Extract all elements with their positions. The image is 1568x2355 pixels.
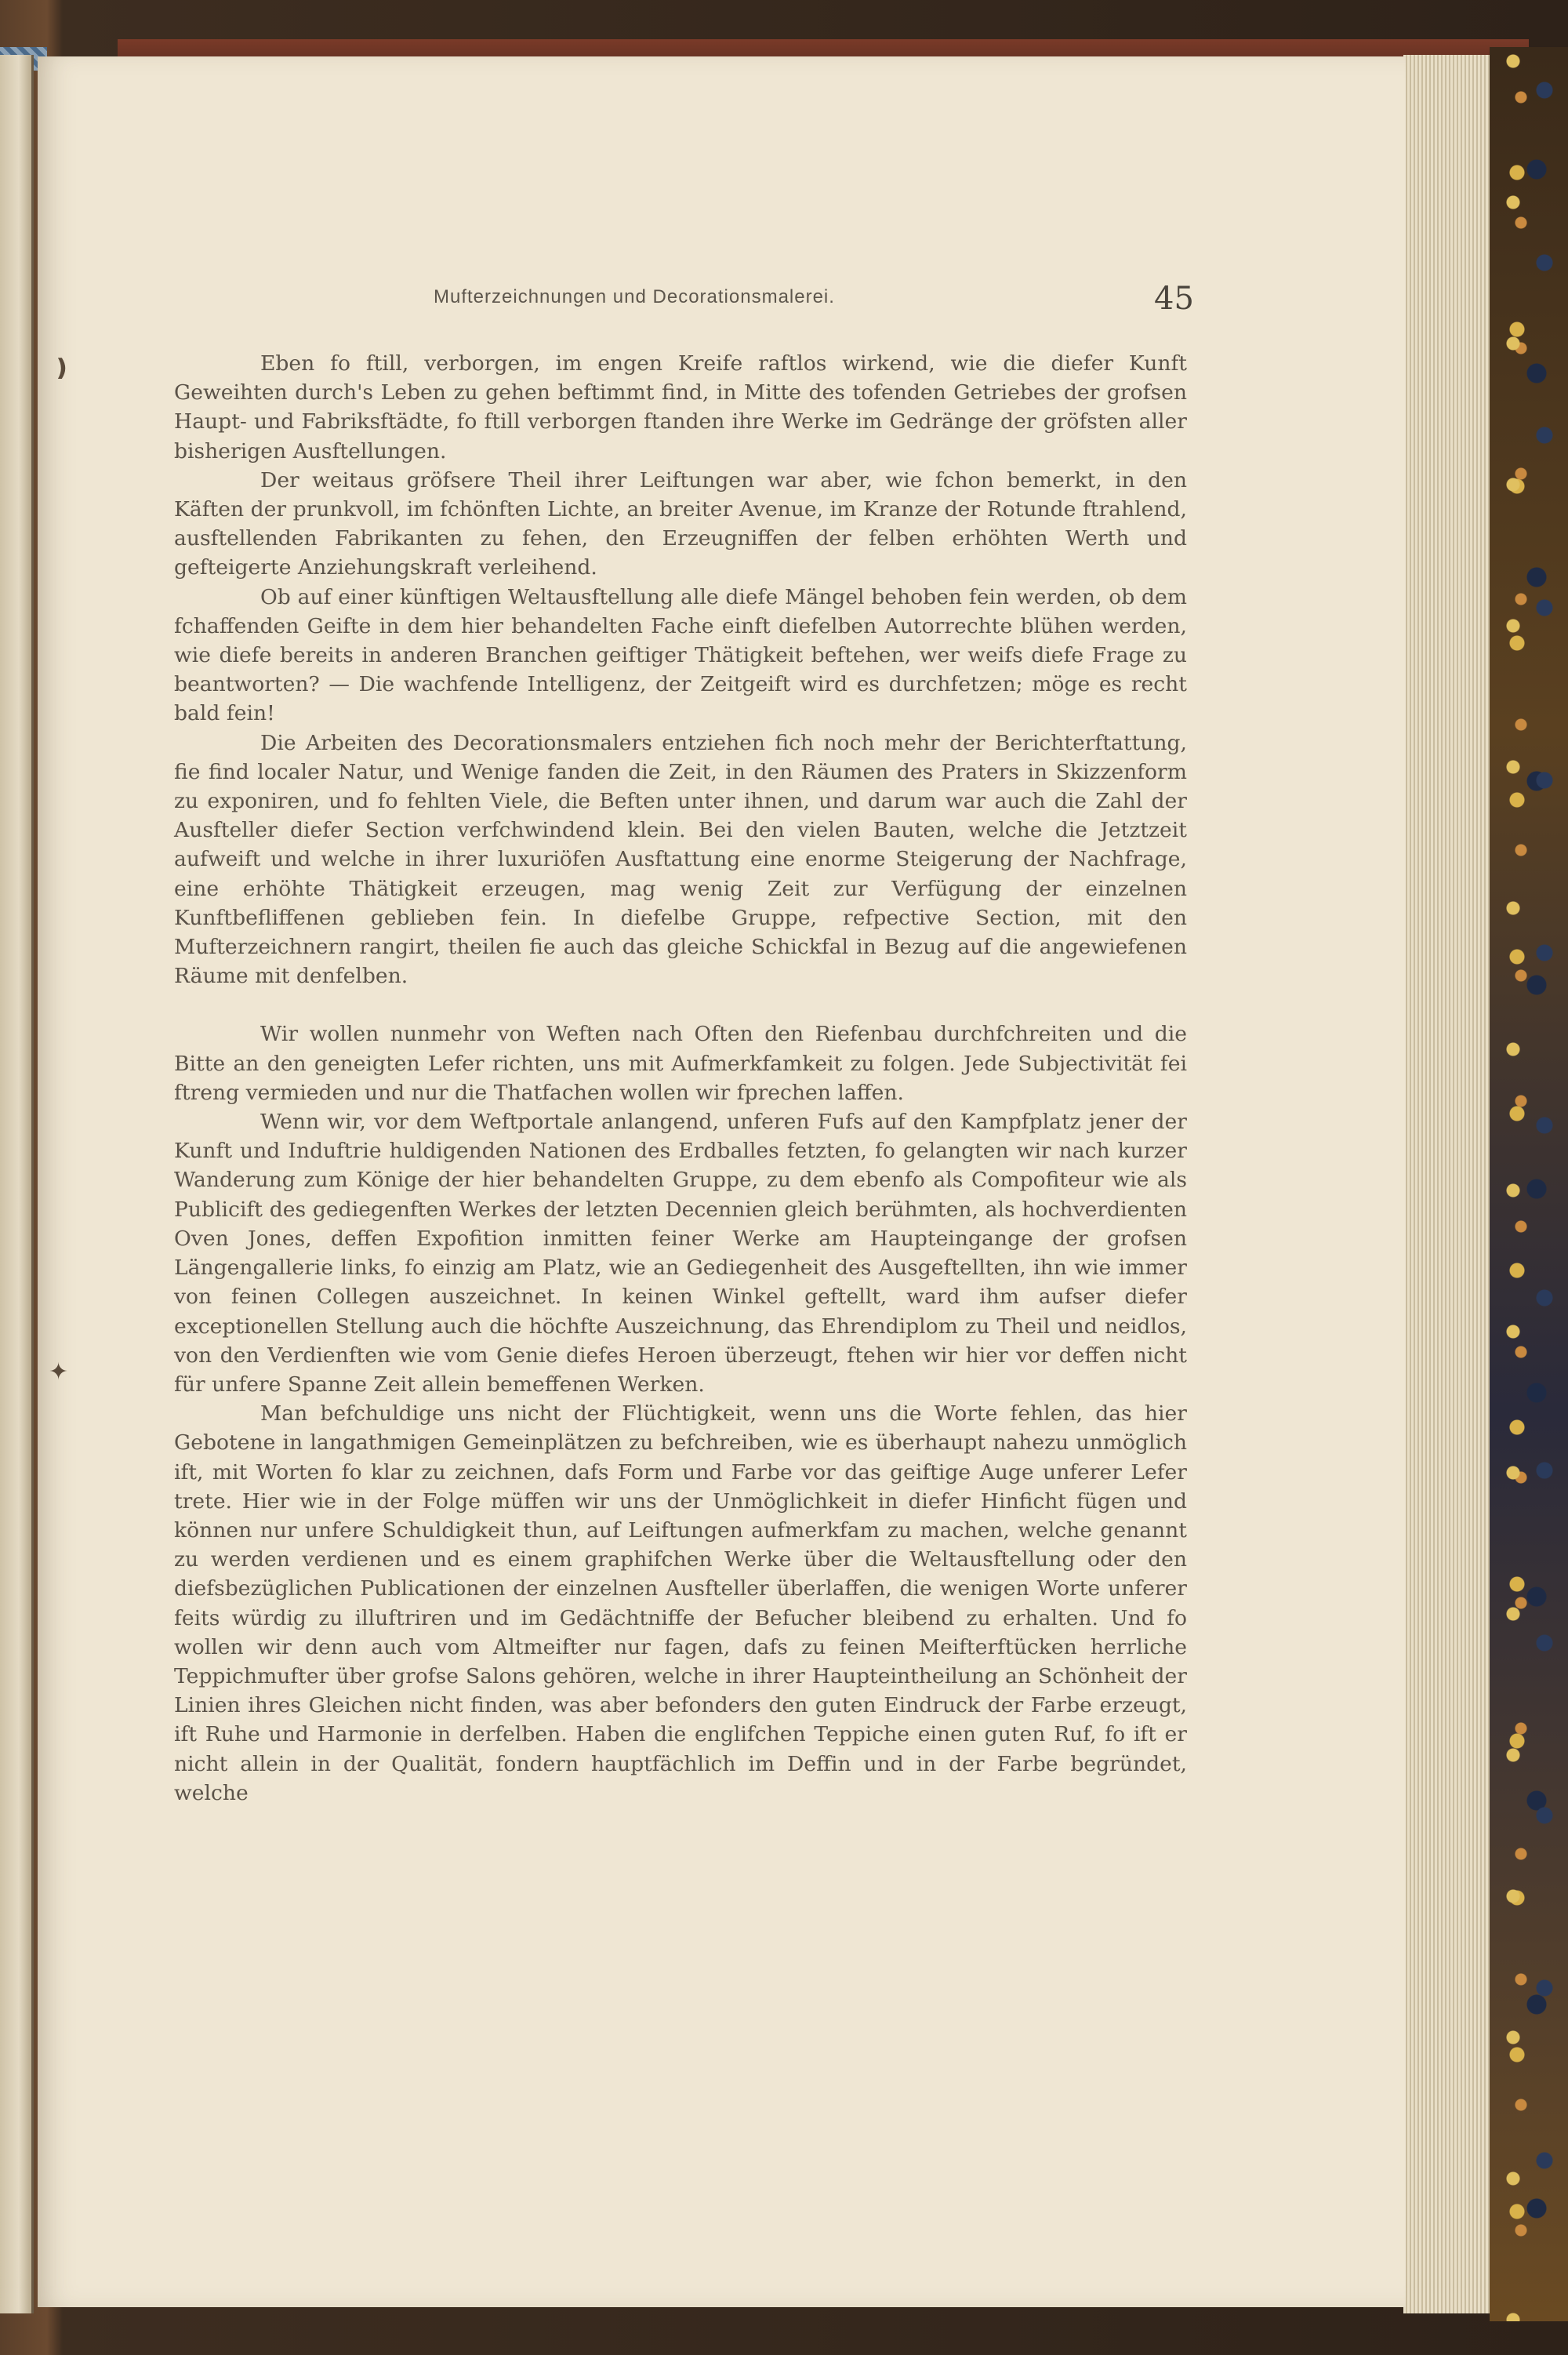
binding-mark-icon: ❫: [52, 354, 72, 382]
paragraph: Die Arbeiten des Decorationsmalers entziehen fich noch mehr der Berichterftattung, fie find localer Natur, und Wenige fanden die Zeit, in den Räumen des Praters in Skizzenform zu exponiren, und fo fehlten Viele, die Beften unter ihnen, und darum war auch die Zahl der Ausfteller diefer Section verfchwindend klein. Bei den vielen Bauten, welche die Jetztzeit aufweift und welche in ihrer luxuriöfen Ausftattung eine enorme Steigerung der Nachfrage, eine erhöhte Thätigkeit erzeugen, mag wenig Zeit zur Verfügung der einzelnen Kunftbefliffenen geblieben fein. In diefelbe Gruppe, refpective Section, mit den Mufterzeichnern rangirt, theilen fie auch das gleiche Schickfal in Bezug auf die angewiefenen Räume mit denfelben.: [174, 730, 1187, 989]
facing-page-edge: [0, 55, 34, 2313]
paragraph: Eben fo ftill, verborgen, im engen Kreife raftlos wirkend, wie die diefer Kunft Geweihten durch's Leben zu gehen beftimmt find, in Mitte des tofenden Getriebes der grofsen Haupt- und Fabriksftädte, fo ftill verborgen ftanden ihre Werke im Gedränge der gröfsten aller bisherigen Ausftellungen.: [174, 351, 1187, 463]
paragraph: Man befchuldige uns nicht der Flüchtigkeit, wenn uns die Worte fehlen, das hier Gebotene in langathmigen Gemeinplätzen zu befchreiben, wie es überhaupt nahezu unmöglich ift, mit Worten fo klar zu zeichnen, dafs Form und Farbe vor das geiftige Auge unferer Lefer trete. Hier wie in der Folge müffen wir uns der Unmöglichkeit in diefer Hinficht fügen und können nur unfere Schuldigkeit thun, auf Leiftungen aufmerkfam zu machen, welche genannt zu werden verdienen und es einem graphifchen Werke über die Weltausftellung oder den diefsbezüglichen Publicationen der einzelnen Ausfteller überlaffen, die wenigen Worte unferer feits würdig zu illuftriren und im Gedächtniffe der Befucher bleibend zu erhalten. Und fo wollen wir denn auch vom Altmeifter nur fagen, dafs zu feinen Meifterftücken herrliche Teppichmufter über grofse Salons gehören, welche in ihrer Haupteintheilung an Schönheit der Linien ihres Gleichen nicht finden, was aber befonders den guten Eindruck der Farbe erzeugt, ift Ruhe und Harmonie in derfelben. Haben die englifchen Teppiche einen guten Ruf, fo ift er nicht allein in der Qualität, fondern hauptfächlich im Deffin und in der Farbe begründet, welche: [174, 1401, 1187, 1805]
paragraph: Der weitaus gröfsere Theil ihrer Leiftungen war aber, wie fchon bemerkt, in den Käften der prunkvoll, im fchönften Lichte, an breiter Avenue, im Kranze der Rotunde ftrahlend, ausftellenden Fabrikanten zu fehen, den Erzeugniffen der felben erhöhten Werth und gefteigerte Anziehungskraft verleihend.: [174, 467, 1187, 580]
body-text: [174, 349, 1187, 1808]
paragraph: Wir wollen nunmehr von Weften nach Often den Riefenbau durchfchreiten und die Bitte an den geneigten Lefer richten, uns mit Aufmerkfamkeit zu folgen. Jede Subjectivität fei ftreng vermieden und nur die Thatfachen wollen wir fprechen laffen.: [174, 1022, 1187, 1105]
marbled-cover: [1490, 47, 1568, 2321]
page-number: 45: [1154, 281, 1194, 317]
paragraph: Ob auf einer künftigen Weltausftellung alle diefe Mängel behoben fein werden, ob dem fchaffenden Geifte in dem hier behandelten Fache einft diefelben Autorrechte blühen werden, wie diefe bereits in anderen Branchen geiftiger Thätigkeit beftehen, wer weifs diefe Frage zu beantworten? — Die wachfende Intelligenz, der Zeitgeift wird es durchfetzen; möge es recht bald fein!: [174, 584, 1187, 726]
binding-mark-icon: ✦: [49, 1358, 69, 1386]
running-title: Mufterzeichnungen und Decorationsmalerei.: [434, 286, 835, 307]
paragraph: Wenn wir, vor dem Weftportale anlangend, unferen Fufs auf den Kampfplatz jener der Kunft und Induftrie huldigenden Nationen des Erdballes fetzten, fo gelangten wir nach kurzer Wanderung zum Könige der hier behandelten Gruppe, zu dem ebenfo als Compofiteur wie als Publicift des gediegenften Werkes der letzten Decennien gleich berühmten, als hochverdienten Oven Jones, deffen Expofition inmitten feiner Werke am Haupteingange der grofsen Längengallerie links, fo einzig am Platz, wie an Gediegenheit des Ausgeftellten, ihn wie immer von feinen Collegen auszeichnet. In keinen Winkel geftellt, ward ihm aufser diefer exceptionellen Stellung auch die höchfte Auszeichnung, das Ehrendiplom zu Theil und neidlos, von den Verdienften wie vom Genie diefes Heroen überzeugt, ftehen wir hier vor deffen nicht für unfere Spanne Zeit allein bemeffenen Werken.: [174, 1110, 1187, 1397]
page-block-edges: [1403, 55, 1490, 2313]
